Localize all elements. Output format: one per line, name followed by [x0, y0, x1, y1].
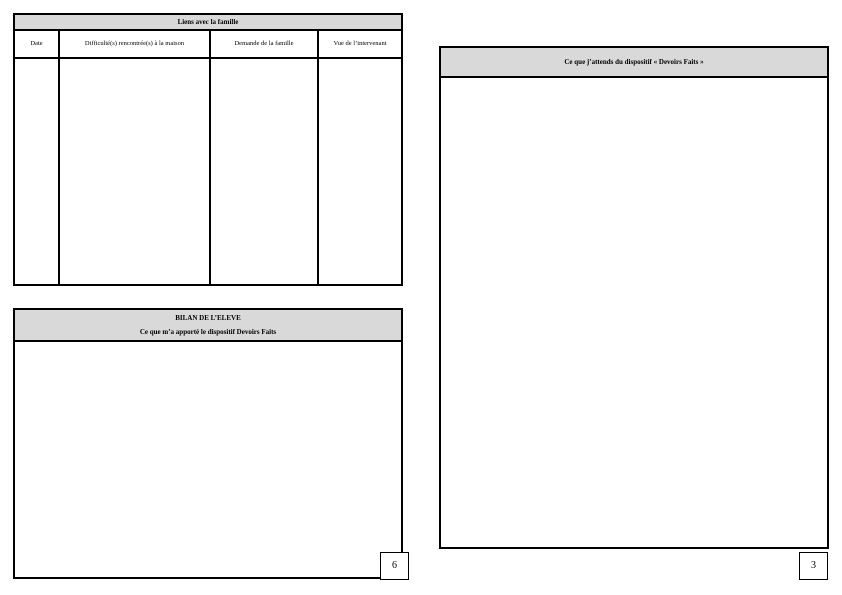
dispositif-attentes-box	[439, 46, 829, 549]
page-number-right: 3	[799, 552, 828, 580]
column-vue-intervenant	[319, 31, 401, 284]
bilan-eleve-title: BILAN DE L’ELEVE	[175, 314, 241, 322]
column-demande	[211, 31, 319, 284]
column-header-vue-intervenant: Vue de l’intervenant	[319, 31, 401, 59]
column-header-difficultes: Difficulté(s) rencontrée(s) à la maison	[60, 31, 209, 59]
page-number-left: 6	[380, 552, 409, 580]
column-date	[15, 31, 60, 284]
bilan-eleve-box	[13, 308, 403, 579]
column-header-date: Date	[15, 31, 58, 59]
liens-famille-columns	[15, 31, 401, 284]
liens-famille-title: Liens avec la famille	[15, 15, 401, 31]
liens-famille-table	[13, 13, 403, 286]
column-difficultes	[60, 31, 211, 284]
dispositif-attentes-title: Ce que j’attends du dispositif « Devoirs Faits »	[441, 48, 827, 78]
column-header-demande: Demande de la famille	[211, 31, 317, 59]
bilan-eleve-subtitle: Ce que m’a apporté le dispositif Devoirs Faits	[139, 328, 277, 336]
bilan-eleve-header	[15, 310, 401, 342]
